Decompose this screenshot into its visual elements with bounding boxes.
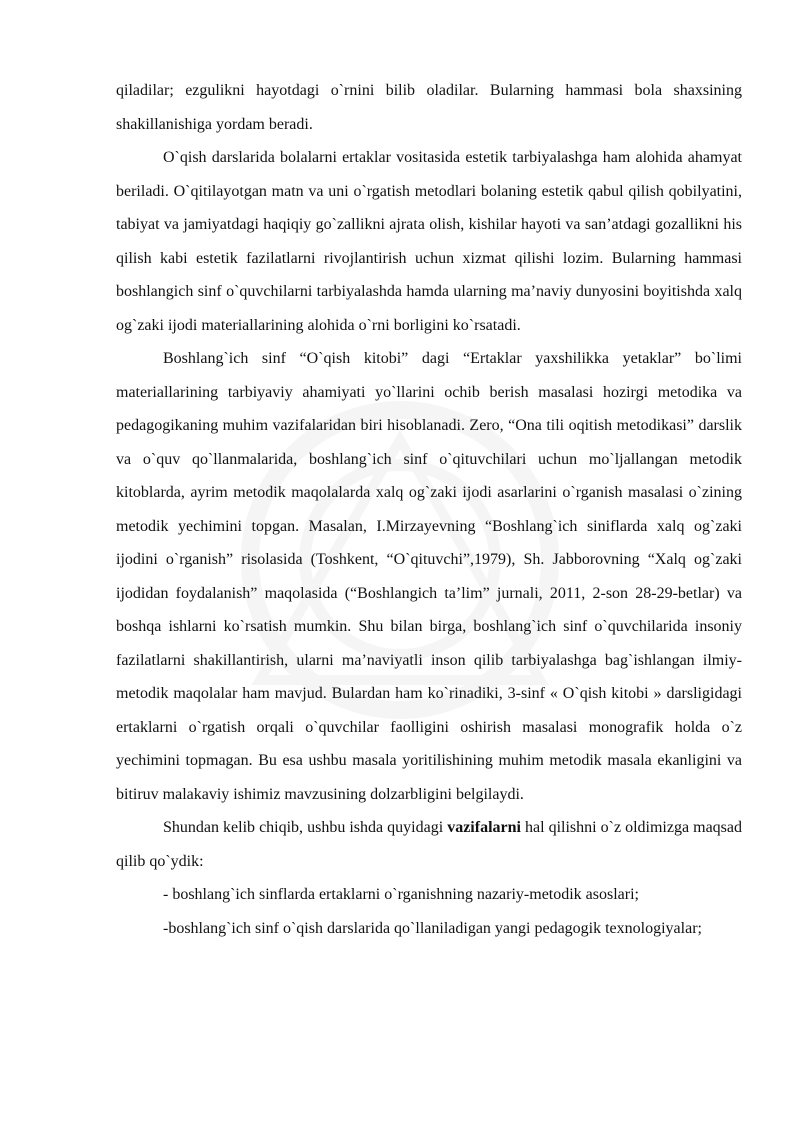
- paragraph-3-lead: Shundan kelib chiqib, ushbu ishda quyidagi: [163, 819, 448, 836]
- list-item-2: -boshlang`ich sinf o`qish darslarida qo`llaniladigan yangi pedagogik texnologiyalar;: [163, 919, 702, 937]
- document-body: [116, 74, 742, 945]
- paragraph-0: qiladilar; ezgulikni hayotdagi o`rnini bilib oladilar. Bularning hammasi bola shaxsining shakillanishiga yordam beradi.: [116, 82, 742, 133]
- paragraph-1: O`qish darslarida bolalarni ertaklar vositasida estetik tarbiyalashga ham alohida ahamyat beriladi. O`qitilayotgan matn va uni o`rgatish metodlari bolaning estetik qabul qilish qobilyatini, tabiyat va jamiyatdagi haqiqiy go`zallikni ajrata olish, kishilar hayoti va san’atdagi gozallikni his qilish kabi estetik fazilatlarni rivojlantirish uchun xizmat qilishi lozim. Bularning hammasi boshlangich sinf o`quvchilarni tarbiyalashda hamda ularning ma’naviy dunyosini boyitishda xalq og`zaki ijodi materiallarining alohida o`rni borligini ko`rsatadi.: [116, 149, 742, 334]
- bold-term-vazifalarni: vazifalarni: [447, 819, 521, 836]
- list-item-1: - boshlang`ich sinflarda ertaklarni o`rganishning nazariy-metodik asoslari;: [163, 886, 639, 903]
- paragraph-3-rest: hal qilishni o`z oldimizga maqsad qilib qo`ydik:: [116, 819, 742, 870]
- paragraph-2: Boshlang`ich sinf “O`qish kitobi” dagi “Ertaklar yaxshilikka yetaklar” bo`limi materiallarining tarbiyaviy ahamiyati yo`llarini ochib berish masalasi hozirgi metodika va pedagogikaning muhim vazifalaridan biri hisoblanadi. Zero, “Ona tili oqitish metodikasi” darslik va o`quv qo`llanmalarida, boshlang`ich sinf o`qituvchilari uchun mo`ljallangan metodik kitoblarda, ayrim metodik maqolalarda xalq og`zaki ijodi asarlarini o`rganish masalasi o`zining metodik yechimini topgan. Masalan, I.Mirzayevning “Boshlang`ich siniflarda xalq og`zaki ijodini o`rganish” risolasida (Toshkent, “O`qituvchi”,1979), Sh. Jabborovning “Xalq og`zaki ijodidan foydalanish” maqolasida (“Boshlangich ta’lim” jurnali, 2011, 2-son 28-29-betlar) va boshqa ishlarni ko`rsatish mumkin. Shu bilan birga, boshlang`ich sinf o`quvchilarida insoniy fazilatlarni shakillantirish, ularni ma’naviyatli inson qilib tarbiyalashga bag`ishlangan ilmiy- metodik maqolalar ham mavjud. Bulardan ham ko`rinadiki, 3-sinf « O`qish kitobi » darsligidagi ertaklarni o`rgatish orqali o`quvchilar faolligini oshirish masalasi monografik holda o`z yechimini topmagan. Bu esa ushbu masala yoritilishining muhim metodik masala ekanligini va bitiruv malakaviy ishimiz mavzusining dolzarbligini belgilaydi.: [116, 350, 742, 803]
- paragraph-3: [116, 811, 742, 878]
